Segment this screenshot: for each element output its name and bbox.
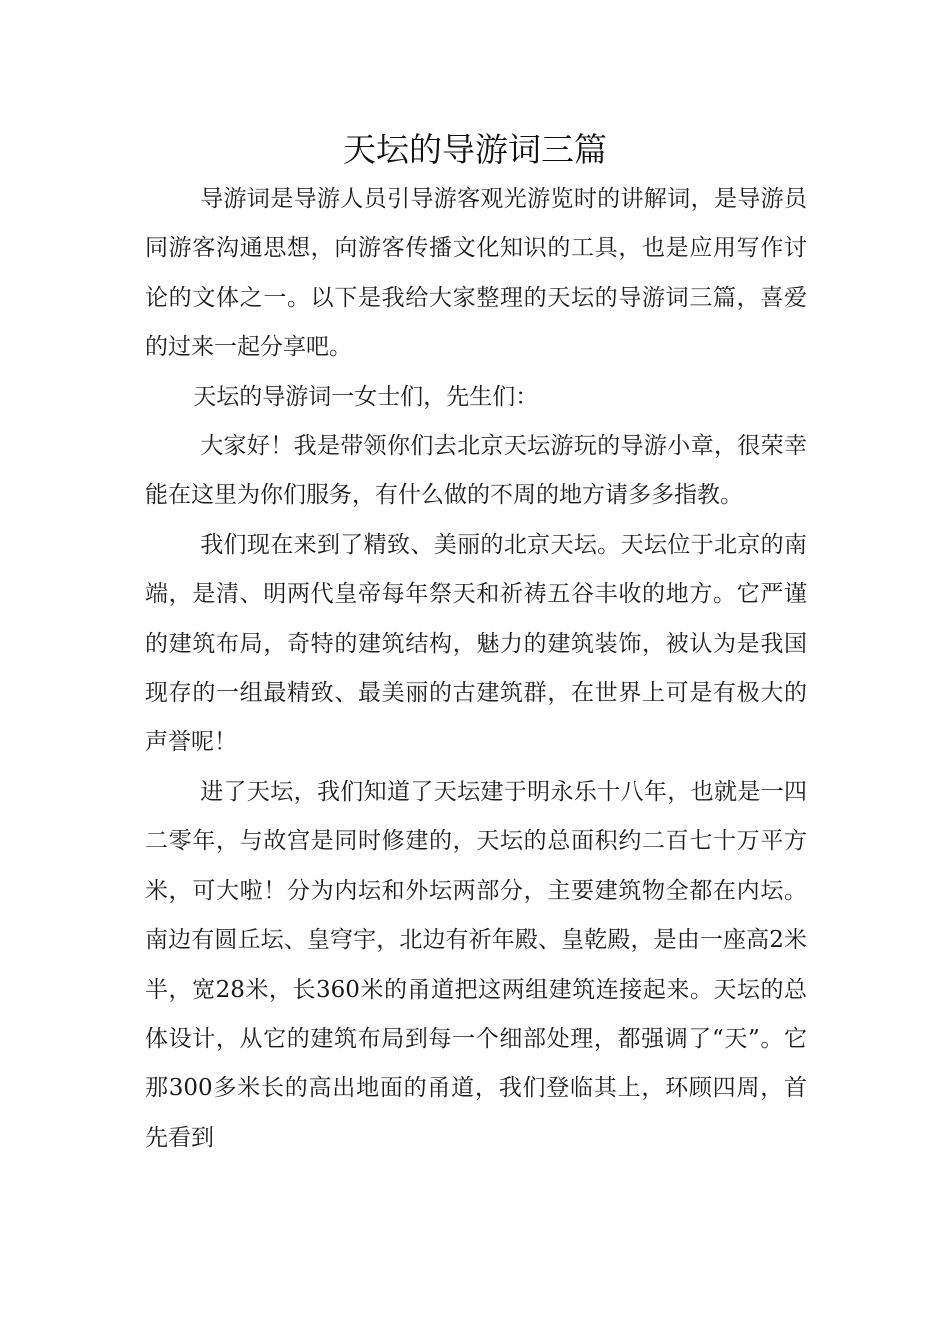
paragraph-intro: 导游词是导游人员引导游客观光游览时的讲解词，是导游员同游客沟通思想，向游客传播文化知识的工具，也是应用写作讨论的文体之一。以下是我给大家整理的天坛的导游词三篇，喜爱的过来一起分享吧。 — [145, 186, 807, 361]
document-body — [145, 175, 807, 1163]
paragraph-greeting: 大家好！我是带领你们去北京天坛游玩的导游小章，很荣幸能在这里为你们服务，有什么做的不周的地方请多多指教。 — [145, 433, 807, 509]
page-title: 天坛的导游词三篇 — [343, 130, 607, 169]
paragraph-salutation: 天坛的导游词一女士们，先生们： — [193, 383, 539, 410]
paragraph-overview: 我们现在来到了精致、美丽的北京天坛。天坛位于北京的南端，是清、明两代皇帝每年祭天和祈祷五谷丰收的地方。它严谨的建筑布局，奇特的建筑结构，魅力的建筑装饰，被认为是我国现存的一组最精致、最美丽的古建筑群，在世界上可是有极大的声誉呢！ — [145, 531, 807, 756]
paragraph-history: 进了天坛，我们知道了天坛建于明永乐十八年，也就是一四二零年，与故宫是同时修建的，天坛的总面积约二百七十万平方米，可大啦！分为内坛和外坛两部分，主要建筑物全都在内坛。南边有圆丘坛、皇穹宇，北边有祈年殿、皇乾殿，是由一座高2米半，宽28米，长360米的甬道把这两组建筑连接起来。天坛的总体设计，从它的建筑布局到每一个细部处理，都强调了“天”。它那300多米长的高出地面的甬道，我们登临其上，环顾四周，首先看到 — [145, 778, 807, 1151]
